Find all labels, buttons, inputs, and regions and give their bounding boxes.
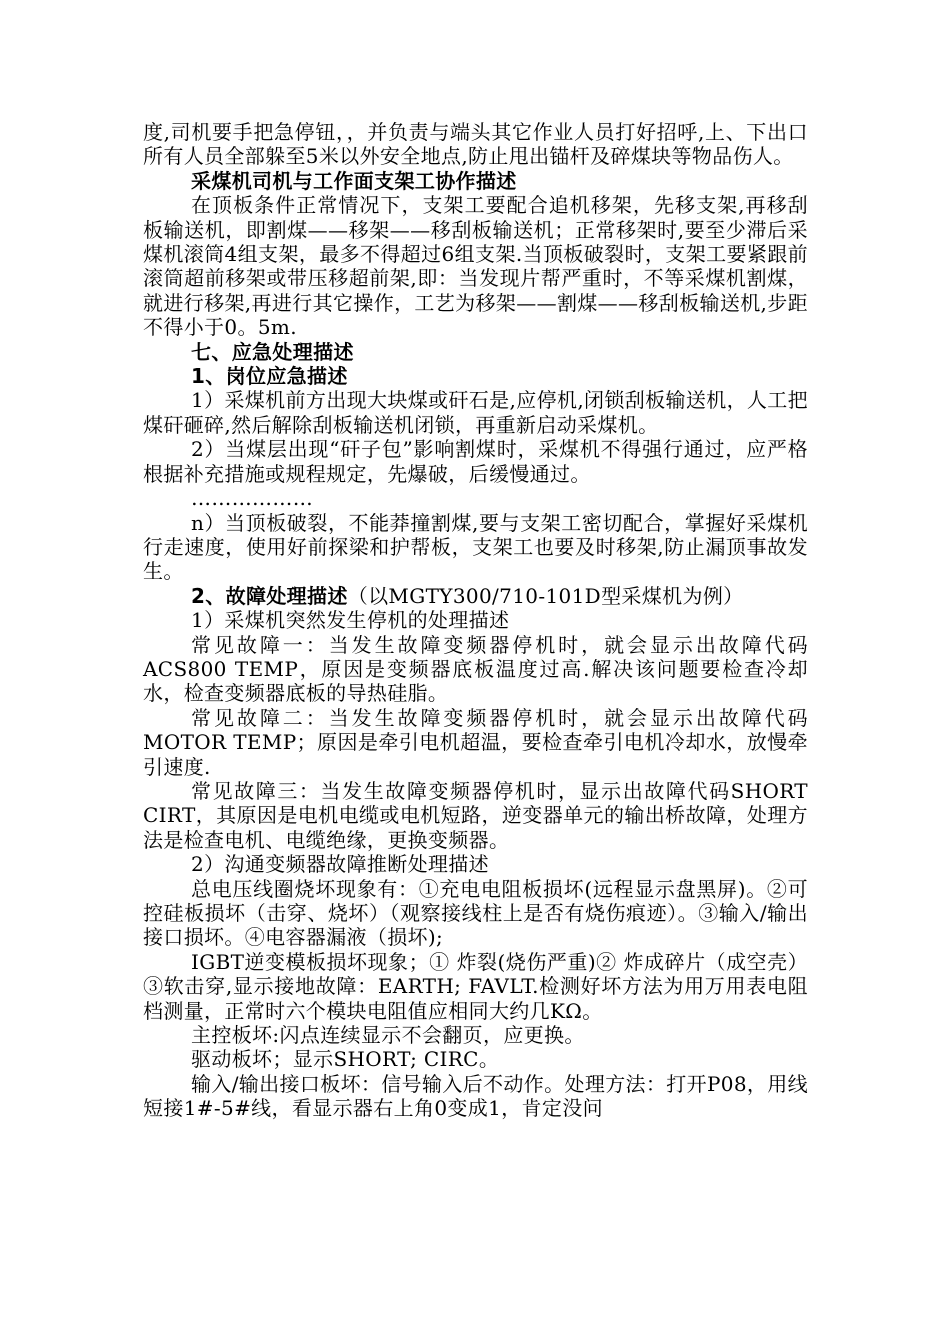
paragraph-common-fault-3: 常见故障三：当发生故障变频器停机时，显示出故障代码SHORT CIRT，其原因是电机电缆或电机短路，逆变器单元的输出桥故障，处理方法是检查电机、电缆绝缘，更换变频器。 <box>143 778 808 852</box>
paragraph-common-fault-2: 常见故障二：当发生故障变频器停机时，就会显示出故障代码MOTOR TEMP；原因是牵引电机超温，要检查牵引电机冷却水，放慢牵引速度. <box>143 705 808 779</box>
subsection-heading-fault <box>143 584 808 608</box>
paragraph-item-1: 1）采煤机前方出现大块煤或矸石是,应停机,闭锁刮板输送机，人工把煤矸砸碎,然后解除刮板输送机闭锁，再重新启动采煤机。 <box>143 388 808 437</box>
paragraph-continuation: 度,司机要手把急停钮，，并负责与端头其它作业人员打好招呼,上、下出口所有人员全部躲至5米以外安全地点,防止甩出锚杆及碎煤块等物品伤人。 <box>143 120 808 169</box>
document-body <box>143 120 808 1121</box>
section-heading-coordination: 采煤机司机与工作面支架工协作描述 <box>191 168 517 193</box>
fault-heading-note: （以MGTY300/710-101D型采煤机为例） <box>347 583 744 608</box>
paragraph-fault-1: 1）采煤机突然发生停机的处理描述 <box>191 608 510 633</box>
subsection-heading-post-emergency: 1、岗位应急描述 <box>191 364 348 389</box>
paragraph-common-fault-1: 常见故障一：当发生故障变频器停机时，就会显示出故障代码ACS800 TEMP，原因是变频器底板温度过高.解决该问题要检查冷却水，检查变频器底板的导热硅脂。 <box>143 632 808 706</box>
paragraph-igbt: IGBT逆变模板损坏现象；① 炸裂(烧伤严重)② 炸成碎片（成空壳）③软击穿,显示接地故障：EARTH; FAVLT.检测好坏方法为用万用表电阻档测量，正常时六个模块电阻值应相同大约几KΩ。 <box>143 949 808 1023</box>
paragraph-voltage-coil: 总电压线圈烧坏现象有：①充电电阻板损坏(远程显示盘黑屏)。②可控硅板损坏（击穿、烧坏）（观察接线柱上是否有烧伤痕迹）。③输入/输出接口损坏。④电容器漏液（损坏); <box>143 876 808 950</box>
paragraph-item-2: 2）当煤层出现“矸子包”影响割煤时，采煤机不得强行通过，应严格根据补充措施或规程规定，先爆破，后缓慢通过。 <box>143 437 808 486</box>
paragraph-item-n: n）当顶板破裂，不能莽撞割煤,要与支架工密切配合，掌握好采煤机行走速度，使用好前探梁和护帮板，支架工也要及时移架,防止漏顶事故发生。 <box>143 510 808 584</box>
paragraph-ellipsis: ……………… <box>191 486 314 511</box>
paragraph-coordination: 在顶板条件正常情况下，支架工要配合追机移架，先移支架,再移刮板输送机，即割煤——移架——移刮板输送机；正常移架时,要至少滞后采煤机滚筒4组支架，最多不得超过6组支架.当顶板破裂时，支架工要紧跟前滚筒超前移架或带压移超前架,即：当发现片帮严重时，不等采煤机割煤，就进行移架,再进行其它操作，工艺为移架——割煤——移刮板输送机,步距不得小于0。5m. <box>143 193 808 340</box>
paragraph-driver-board: 驱动板坏；显示SHORT; CIRC。 <box>191 1047 500 1072</box>
paragraph-fault-2: 2）沟通变频器故障推断处理描述 <box>191 852 489 877</box>
paragraph-main-board: 主控板坏:闪点连续显示不会翻页，应更换。 <box>191 1023 585 1048</box>
paragraph-io-board: 输入/输出接口板坏：信号输入后不动作。处理方法：打开P08，用线短接1#-5#线，看显示器右上角0变成1，肯定没问 <box>143 1071 808 1121</box>
section-heading-emergency: 七、应急处理描述 <box>191 339 354 364</box>
fault-heading-text: 2、故障处理描述 <box>191 583 348 608</box>
